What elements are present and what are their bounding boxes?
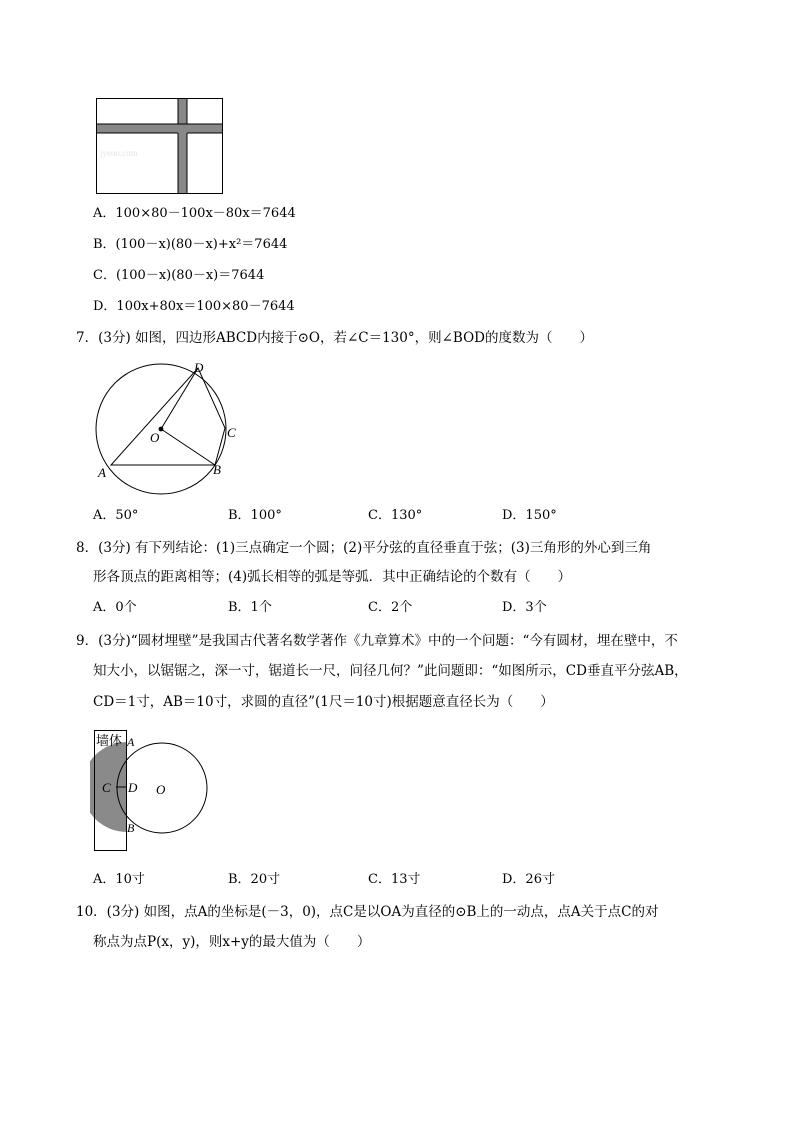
q9-wall-label: 墙体 [96, 734, 123, 749]
q9-label-b: B [127, 821, 135, 835]
q9-option-c: C．13寸 [368, 872, 421, 887]
q7-label-b: B [213, 462, 221, 477]
q7-option-d: D．150° [502, 508, 557, 523]
q6-figure-road-diagram [94, 96, 226, 196]
q7-label-d: D [194, 360, 204, 375]
q10-stem-line-2: 称点为点P(x，y)，则x+y的最大值为（ ） [93, 934, 371, 950]
q9-label-c: C [102, 780, 111, 795]
q6-option-d: D．100x+80x＝100×80－7644 [93, 299, 295, 314]
q7-label-o: O [150, 430, 160, 445]
q7-option-c: C．130° [368, 508, 423, 523]
q6-option-b: B．(100－x)(80－x)+x²＝7644 [93, 237, 288, 252]
q9-option-a: A．10寸 [93, 872, 145, 887]
q8-option-d: D．3个 [502, 600, 547, 615]
q9-option-b: B．20寸 [228, 872, 281, 887]
q6-horizontal-road [97, 124, 222, 133]
q6-option-c: C．(100－x)(80－x)＝7644 [93, 268, 265, 283]
q10-stem-line-1: 10．(3分) 如图，点A的坐标是(－3，0)，点C是以OA为直径的⊙B上的一动点，点A关于点C的对 [76, 904, 659, 920]
q9-label-d: D [128, 780, 138, 795]
q7-label-a: A [98, 465, 106, 480]
q9-figure-wall-log [90, 728, 212, 856]
q9-stem-line-3: CD＝1寸，AB＝10寸，求圆的直径”(1尺＝10寸)根据题意直径长为（ ） [93, 694, 554, 710]
q8-option-a: A．0个 [93, 600, 137, 615]
q8-stem-line-1: 8．(3分) 有下列结论：(1)三点确定一个圆；(2)平分弦的直径垂直于弦；(3)三角形的外心到三角 [76, 540, 652, 556]
q9-stem-line-2: 知大小，以锯锯之，深一寸，锯道长一尺，问径几何？”此问题即：“如图所示，CD垂直平分弦AB， [93, 663, 688, 679]
q9-option-d: D．26寸 [502, 872, 555, 887]
q8-option-c: C．2个 [368, 600, 413, 615]
q6-option-a: A．100×80－100x－80x＝7644 [93, 206, 296, 221]
q7-figure-inscribed-quadrilateral [92, 356, 242, 498]
q6-watermark: jyeoo.com [100, 148, 138, 158]
q7-option-a: A．50° [93, 508, 139, 523]
q9-label-o: O [156, 782, 166, 797]
q7-radius-od [161, 368, 198, 429]
q6-vertical-road [178, 99, 187, 193]
q8-stem-line-2: 形各顶点的距离相等；(4)弧长相等的弧是等弧．其中正确结论的个数有（ ） [93, 569, 572, 585]
q6-rect-outline [97, 99, 223, 194]
q9-stem-line-1: 9．(3分)“圆材埋壁”是我国古代著名数学著作《九章算术》中的一个问题：“今有圆材，埋在壁中，不 [76, 633, 678, 649]
q7-option-b: B．100° [228, 508, 282, 523]
q7-radius-ob [161, 429, 215, 465]
q7-stem: 7．(3分) 如图，四边形ABCD内接于⊙O，若∠C＝130°，则∠BOD的度数为（ ） [76, 330, 593, 346]
q8-option-b: B．1个 [228, 600, 272, 615]
q9-label-a: A [127, 735, 135, 749]
q7-label-c: C [227, 425, 236, 440]
